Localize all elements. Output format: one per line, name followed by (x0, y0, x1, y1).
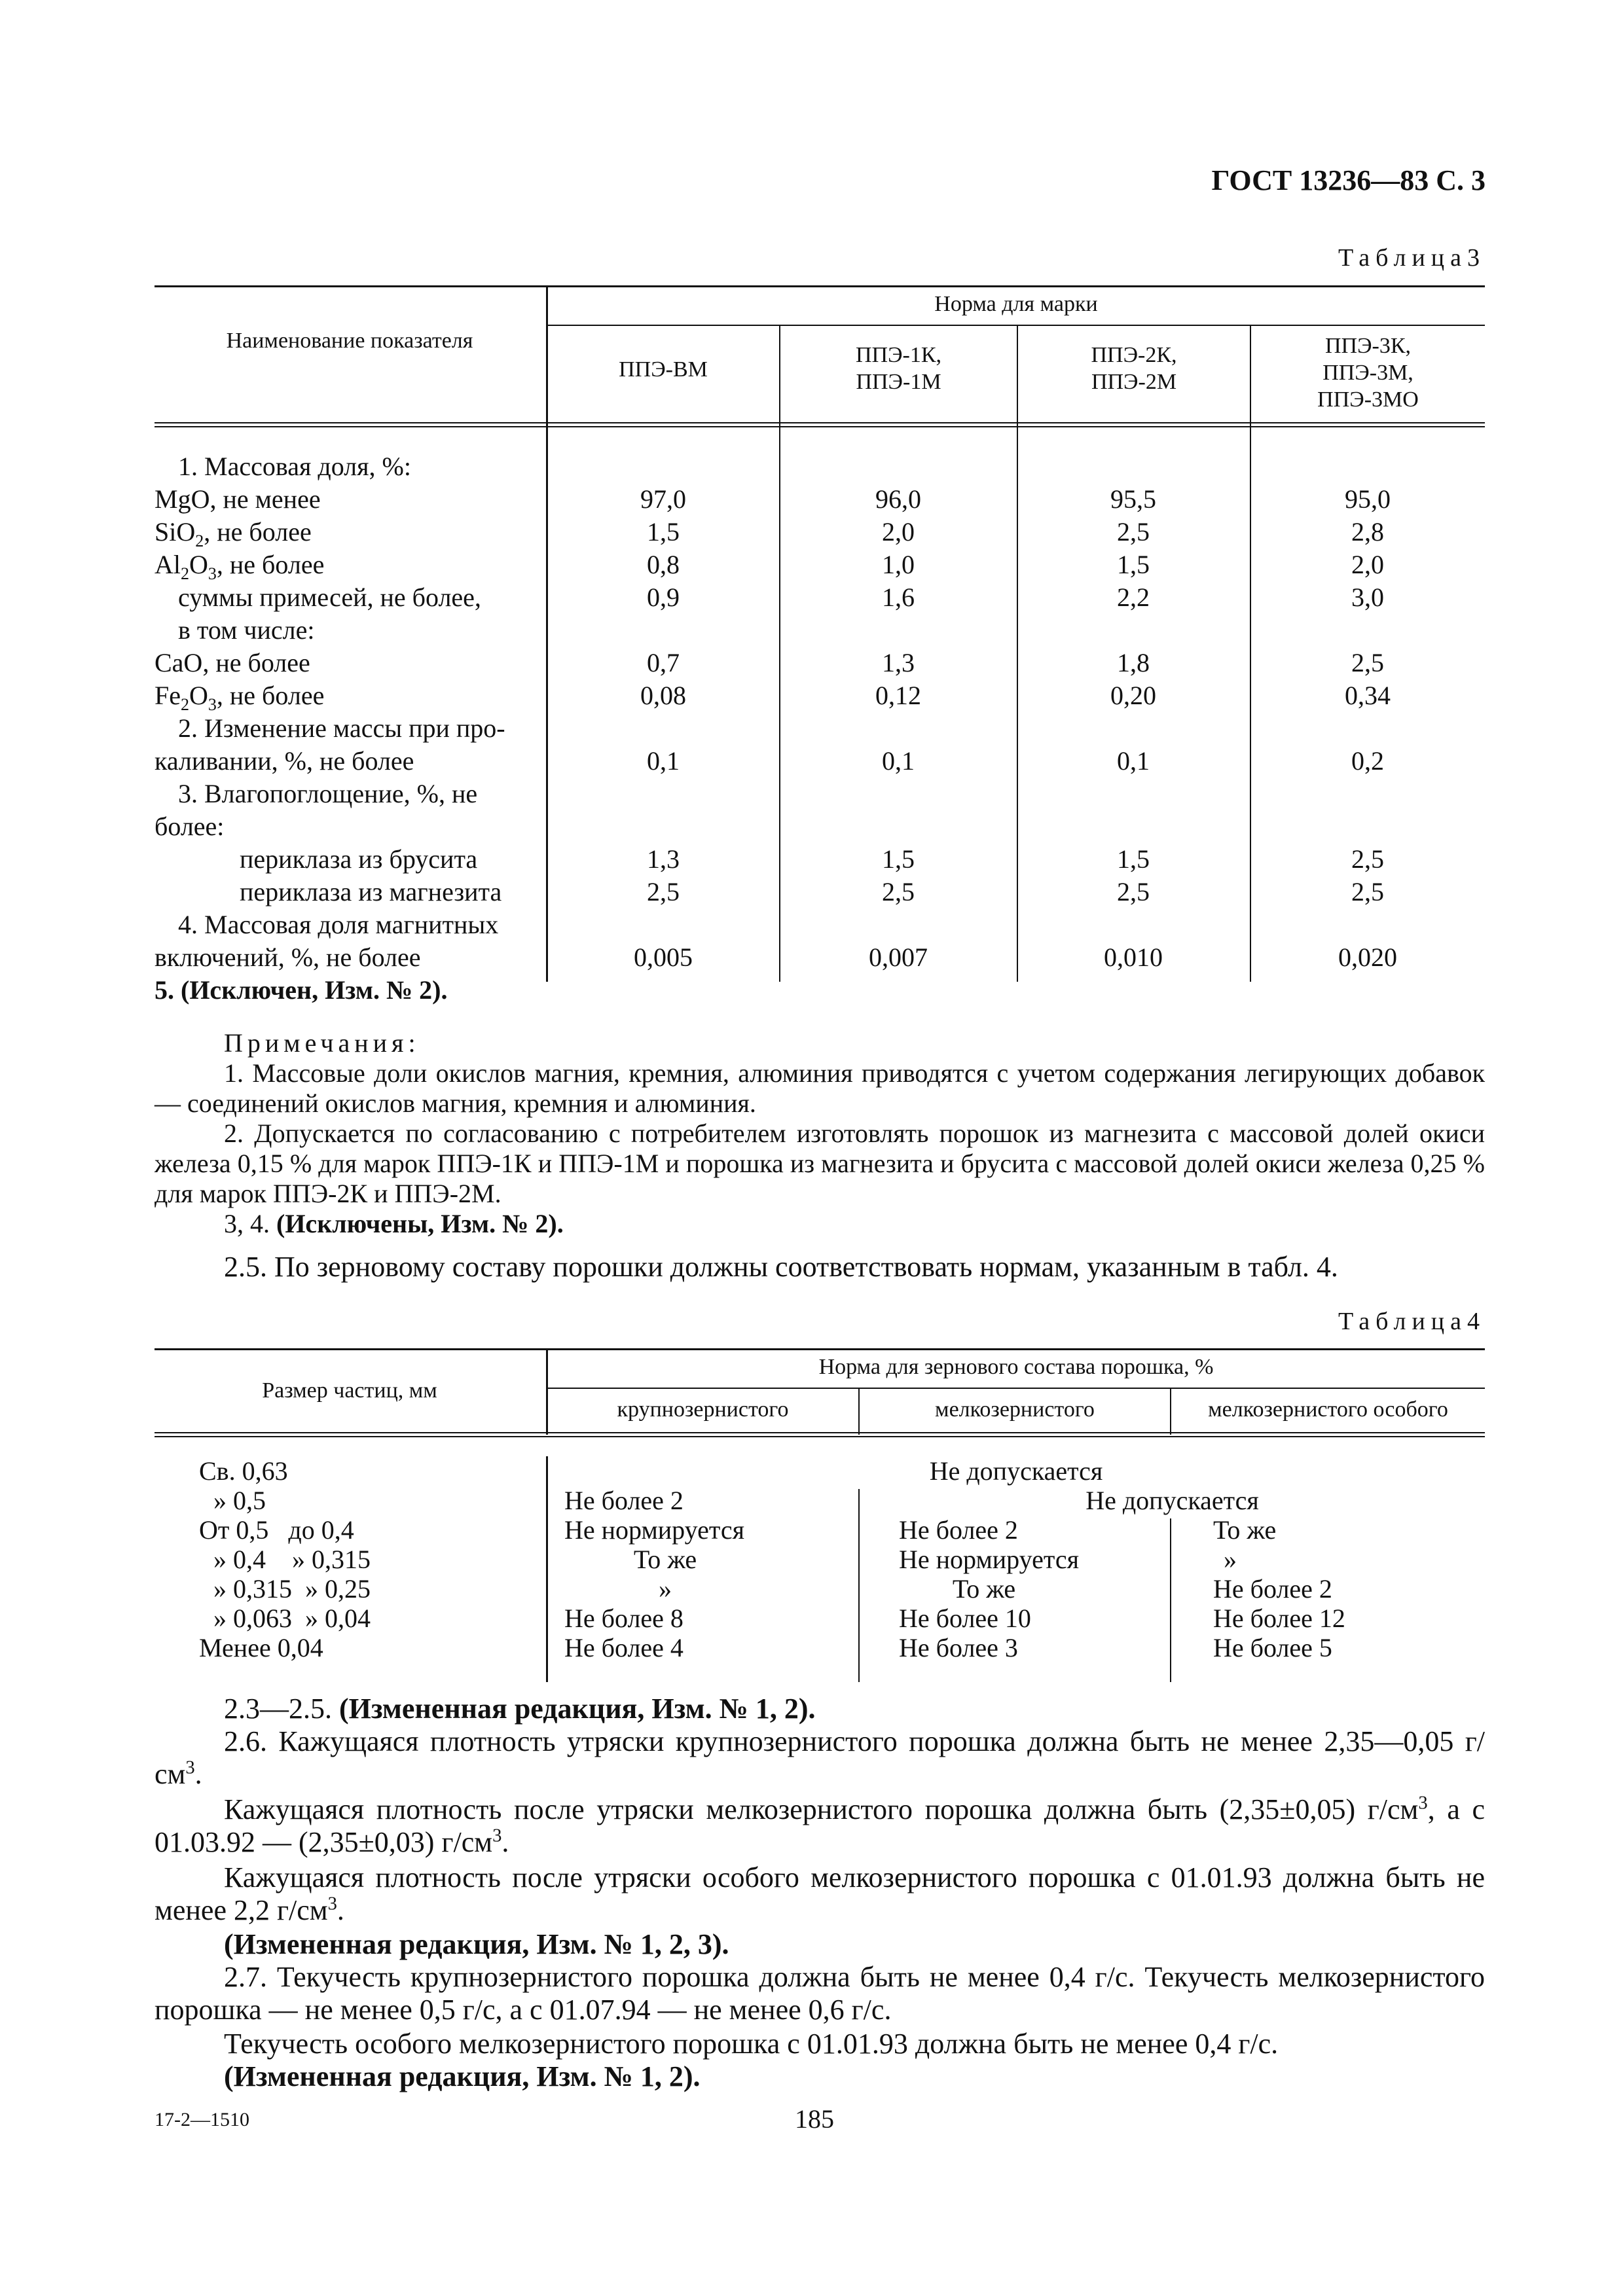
table3-grade-3: ППЭ-3К, ППЭ-3М, ППЭ-3МО (1317, 334, 1419, 412)
table3-header-name: Наименование показателя (226, 329, 473, 353)
table4-sizes (155, 1456, 545, 1662)
table4-fine-special-col (1171, 1515, 1485, 1662)
table3-value-cell: 0,9 (647, 583, 680, 612)
note-2: 2. Допускается по согласованию с потребителем изготовлять порошок из магнезита с массовой долей окиси железа 0,15 % для марок ППЭ-1К и ППЭ-1М и порошка из магнезита и брусита с массовой долей окиси железа 0,25 % для марок ППЭ-2К и ППЭ-2М. (155, 1119, 1485, 1208)
table3-row-label: SiO$_2$, не более (155, 517, 312, 550)
table3-row-label: $Fe_2O_3$, не более (155, 681, 325, 714)
table4-cell: Не нормируется (564, 1515, 744, 1545)
table3-value-cell: 3,0 (1351, 583, 1384, 612)
table3-row-label: 3. Влагопоглощение, %, не (178, 779, 478, 808)
table3-value-cell: 1,5 (1117, 844, 1150, 874)
table3-grade-vm: ППЭ-ВМ (619, 357, 708, 382)
table3-value-cell: 0,8 (647, 550, 680, 579)
table3-row-label-excluded: 5. (Исключен, Изм. № 2). (155, 975, 448, 1005)
table4-cell: Не более 8 (564, 1604, 684, 1633)
table3-value-cell: 2,5 (1351, 877, 1384, 906)
notes-heading: Примечания: (224, 1028, 420, 1058)
table4-header-size: Размер частиц, мм (262, 1378, 437, 1403)
table3-row-label: MgO, не менее (155, 484, 321, 514)
table4-cell: » (1224, 1545, 1237, 1574)
table4-row0-merged: Не допускается (929, 1456, 1103, 1486)
table3-value-cell: 95,5 (1110, 484, 1156, 514)
table3-value-cell: 0,7 (647, 648, 680, 677)
table3-row-label: $Al_2O_3$, не более (155, 550, 325, 583)
table3-grade-2: ППЭ-2К, ППЭ-2М (1091, 343, 1177, 394)
table3-row-label: 4. Массовая доля магнитных (178, 910, 499, 939)
table4-cell: » (659, 1574, 672, 1604)
note-34: 3, 4. (Исключены, Изм. № 2). (224, 1209, 564, 1238)
table3-value-cell: 2,5 (647, 877, 680, 906)
table3-value-cell: 1,6 (882, 583, 915, 612)
table3-value-cell: 2,0 (1351, 550, 1384, 579)
table4-coarse-col (547, 1515, 858, 1662)
table3-value-cell: 0,1 (647, 746, 680, 776)
table3-value-cell: 1,5 (647, 517, 680, 547)
paragraph-2-6-fine: Кажущаяся плотность после утряски мелкозернистого порошка должна быть (2,35±0,05) $г/см^3$, а с 01.03.92 — (2,35±0,03) $г/см^3$. (155, 1793, 1486, 1858)
table3-top-border (155, 285, 1485, 287)
table3-value-cell: 0,34 (1345, 681, 1391, 710)
table3-row-label: суммы примесей, не более, (178, 583, 481, 612)
table3-header-bottom (155, 422, 1485, 427)
table3-value-cell: 2,5 (1117, 877, 1150, 906)
table3-row-label: CaO, не более (155, 648, 310, 677)
table3-vline-3 (1017, 325, 1018, 982)
paragraph-2-7: 2.7. Текучесть крупнозернистого порошка должна быть не менее 0,4 г/с. Текучесть мелкозернистого порошка — не менее 0,5 г/с, а с 01.07.94 — не менее 0,6 г/с. (155, 1961, 1485, 2026)
table4-size: Менее 0,04 (199, 1633, 323, 1662)
table3-vline-2 (779, 325, 780, 982)
table3-value-cell: 0,1 (882, 746, 915, 776)
table3-value-cell: 0,020 (1338, 942, 1397, 972)
table4-row1-coarse: Не более 2 (564, 1486, 684, 1515)
table3-value-cell: 1,3 (647, 844, 680, 874)
table3-value-cell: 0,010 (1104, 942, 1163, 972)
table3-caption: Таблица3 (1338, 244, 1486, 272)
table4-cell: То же (952, 1574, 1016, 1604)
table3-value-cell: 0,08 (640, 681, 686, 710)
table4-cell: Не нормируется (899, 1545, 1079, 1574)
table3-row-label: более: (155, 812, 225, 841)
table3-value-cell: 97,0 (640, 484, 686, 514)
table3-row-label: периклаза из магнезита (240, 877, 502, 906)
table4-cell: Не более 5 (1213, 1633, 1332, 1662)
table3-grade-1: ППЭ-1К, ППЭ-1М (855, 343, 942, 394)
table4-size: От 0,5 до 0,4 (199, 1515, 354, 1545)
table4-size: » 0,4 » 0,315 (213, 1545, 371, 1574)
table3-value-cell: 0,12 (875, 681, 921, 710)
table4-header-bottom (155, 1432, 1485, 1437)
amend-2-7: (Измененная редакция, Изм. № 1, 2). (224, 2060, 701, 2092)
page-number: 185 (795, 2104, 834, 2134)
table4-cell: Не более 10 (899, 1604, 1031, 1633)
table4-caption: Таблица4 (1338, 1308, 1486, 1335)
table3-value-cell: 1,0 (882, 550, 915, 579)
paragraph-2-6: 2.6. Кажущаяся плотность утряски крупнозернистого порошка должна быть не менее 2,35—0,05 $г/см^3$. (155, 1725, 1485, 1790)
table3-value-cell: 2,0 (882, 517, 915, 547)
amend-2-3-2-5: 2.3—2.5. (Измененная редакция, Изм. № 1, 2). (224, 1693, 816, 1725)
table3-value-cell: 0,005 (634, 942, 693, 972)
table3-value-cell: 96,0 (875, 484, 921, 514)
table4-header-fine-special: мелкозернистого особого (1208, 1397, 1448, 1422)
table3-value-cell: 1,5 (882, 844, 915, 874)
table3-value-cell: 2,5 (1351, 844, 1384, 874)
table3-value-cell: 2,5 (1117, 517, 1150, 547)
page-header: ГОСТ 13236—83 С. 3 (1211, 164, 1486, 196)
paragraph-2-7-special: Текучесть особого мелкозернистого порошка с 01.01.93 должна быть не менее 0,4 г/с. (224, 2028, 1279, 2060)
table3-row-label: 1. Массовая доля, %: (178, 452, 411, 481)
table4-cell: То же (1213, 1515, 1277, 1545)
table4-cell: То же (633, 1545, 697, 1574)
table4-row1-merged: Не допускается (1085, 1486, 1259, 1515)
table3-value-cell: 1,3 (882, 648, 915, 677)
paragraph-2-6-special: Кажущаяся плотность после утряски особого мелкозернистого порошка с 01.01.93 должна быть не менее 2,2 $г/см^3$. (155, 1861, 1485, 1926)
table3-value-cell: 2,5 (1351, 648, 1384, 677)
table3-value-cell: 95,0 (1345, 484, 1391, 514)
paragraph-2-5: 2.5. По зерновому составу порошки должны соответствовать нормам, указанным в табл. 4. (224, 1251, 1338, 1283)
table4-group-divider (547, 1388, 1485, 1389)
table4-cell: Не более 2 (1213, 1574, 1332, 1604)
table4-cell: Не более 4 (564, 1633, 684, 1662)
footer-code: 17-2—1510 (155, 2109, 249, 2130)
table4-header-coarse: крупнозернистого (617, 1397, 789, 1422)
table3-labels (155, 450, 547, 1007)
note-1: 1. Массовые доли окислов магния, кремния, алюминия приводятся с учетом содержания легирующих добавок — соединений окислов магния, кремния и алюминия. (155, 1058, 1485, 1118)
table4-cell: Не более 2 (899, 1515, 1018, 1545)
table3-value-cell: 1,5 (1117, 550, 1150, 579)
table4-fine-col (860, 1515, 1170, 1662)
table4-size: » 0,5 (213, 1486, 266, 1515)
table3-value-cell: 0,007 (869, 942, 928, 972)
table3-row-label: 2. Изменение массы при про- (178, 713, 505, 743)
table4-header-fine: мелкозернистого (935, 1397, 1095, 1422)
table3-value-cell: 0,2 (1351, 746, 1384, 776)
table3-value-cell: 1,8 (1117, 648, 1150, 677)
table3-value-cell: 0,20 (1110, 681, 1156, 710)
table3-header-group: Норма для марки (934, 292, 1098, 316)
table4-size: » 0,063 » 0,04 (213, 1604, 371, 1633)
table4-top-border (155, 1348, 1485, 1350)
table3-group-divider (547, 325, 1485, 326)
table3-value-cell: 2,5 (882, 877, 915, 906)
table4-size: » 0,315 » 0,25 (213, 1574, 371, 1604)
amend-2-6: (Измененная редакция, Изм. № 1, 2, 3). (224, 1928, 729, 1960)
table3-value-cell: 2,8 (1351, 517, 1384, 547)
table3-vline-4 (1250, 325, 1251, 982)
table4-header-group: Норма для зернового состава порошка, % (818, 1355, 1214, 1379)
table4-cell: Не более 12 (1213, 1604, 1345, 1633)
table3-value-cell: 0,1 (1117, 746, 1150, 776)
table3-row-label: каливании, %, не более (155, 746, 414, 776)
table3-value-cell: 2,2 (1117, 583, 1150, 612)
table3-row-label: включений, %, не более (155, 942, 421, 972)
table4-cell: Не более 3 (899, 1633, 1018, 1662)
table3-row-label: в том числе: (178, 615, 315, 645)
table3-row-label: периклаза из брусита (240, 844, 478, 874)
table4-size: Св. 0,63 (199, 1456, 288, 1486)
